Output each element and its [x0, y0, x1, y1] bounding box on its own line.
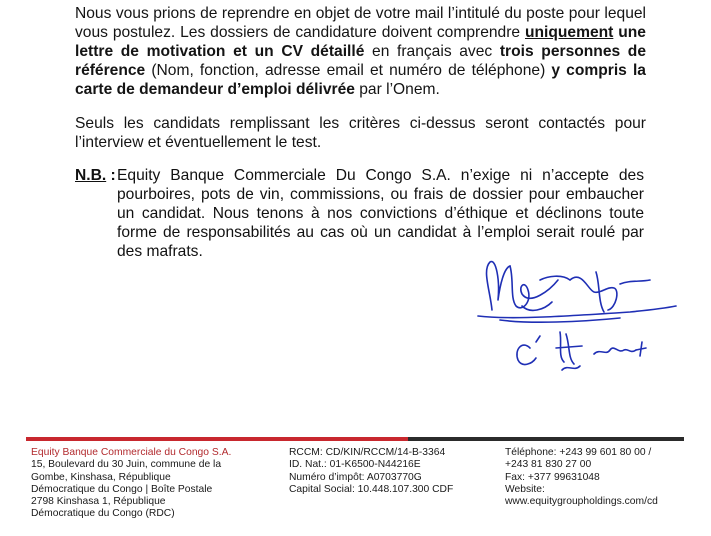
footer-divider-dark: [408, 437, 684, 441]
footer-address-line: Gombe, Kinshasa, République: [31, 471, 171, 483]
paragraph-text: Nous vous prions de reprendre en objet de votre mail l’intitulé du poste pour lequel vous postulez. Les dossiers de candidature doivent comprendre: [75, 5, 646, 41]
emphasis-uniquement: uniquement: [524, 24, 614, 41]
emphasis-documents: une lettre de motivation et un CV détaillé: [75, 24, 646, 60]
footer-phone-2: +243 81 830 27 00: [505, 459, 592, 471]
requirements-paragraph: [75, 4, 646, 99]
footer-rccm: RCCM: CD/KIN/RCCM/14-B-3364: [289, 447, 446, 458]
footer-capital: Capital Social: 10.448.107.300 CDF: [289, 483, 454, 495]
footer-divider-red: [26, 437, 408, 441]
footer-address-line: Démocratique du Congo (RDC): [31, 508, 175, 520]
selection-paragraph: Seuls les candidats remplissant les critères ci-dessus seront contactés pour l’interview et éventuellement le test.: [75, 115, 646, 151]
footer-website-link[interactable]: www.equitygroupholdings.com/cd: [505, 496, 658, 508]
footer-divider: [26, 437, 684, 441]
paragraph-text: par l’Onem.: [354, 81, 440, 98]
footer-id-nat: ID. Nat.: 01-K6500-N44216E: [289, 459, 421, 471]
emphasis-job-card: y compris la carte de demandeur d’emploi délivrée: [75, 62, 646, 98]
footer-phone: Téléphone: +243 99 601 80 00 /: [505, 447, 652, 458]
emphasis-references: trois personnes de référence: [75, 43, 647, 79]
footer-tax-number: Numéro d’impôt: A0703770G: [289, 471, 422, 483]
footer-address: [31, 447, 251, 521]
paragraph-text: en français avec: [364, 43, 500, 60]
footer-address-line: Démocratique du Congo | Boîte Postale: [31, 483, 213, 495]
handwritten-signature: [470, 250, 680, 375]
nb-label: N.B. :: [75, 167, 116, 184]
footer-company-name: Equity Banque Commerciale du Congo S.A.: [31, 447, 232, 458]
footer-registration: [289, 447, 489, 496]
footer-contact: [505, 447, 675, 508]
footer-address-line: 2798 Kinshasa 1, République: [31, 496, 166, 508]
nb-notice-text: Equity Banque Commerciale Du Congo S.A. n’exige ni n’accepte des pourboires, pots de vin, commissions, ou frais de dossier pour embaucher un candidat. Nous tenons à nos convictions d’éthique et déclinons toute forme de responsabilités au cas où un candidat à l’emploi serait roulé par des mafrats.: [117, 167, 644, 260]
footer-fax: Fax: +377 99631048: [505, 471, 600, 483]
paragraph-text: (Nom, fonction, adresse email et numéro de téléphone): [145, 62, 552, 79]
footer-address-line: 15, Boulevard du 30 Juin, commune de la: [31, 459, 222, 471]
footer-website-label: Website:: [505, 483, 545, 495]
